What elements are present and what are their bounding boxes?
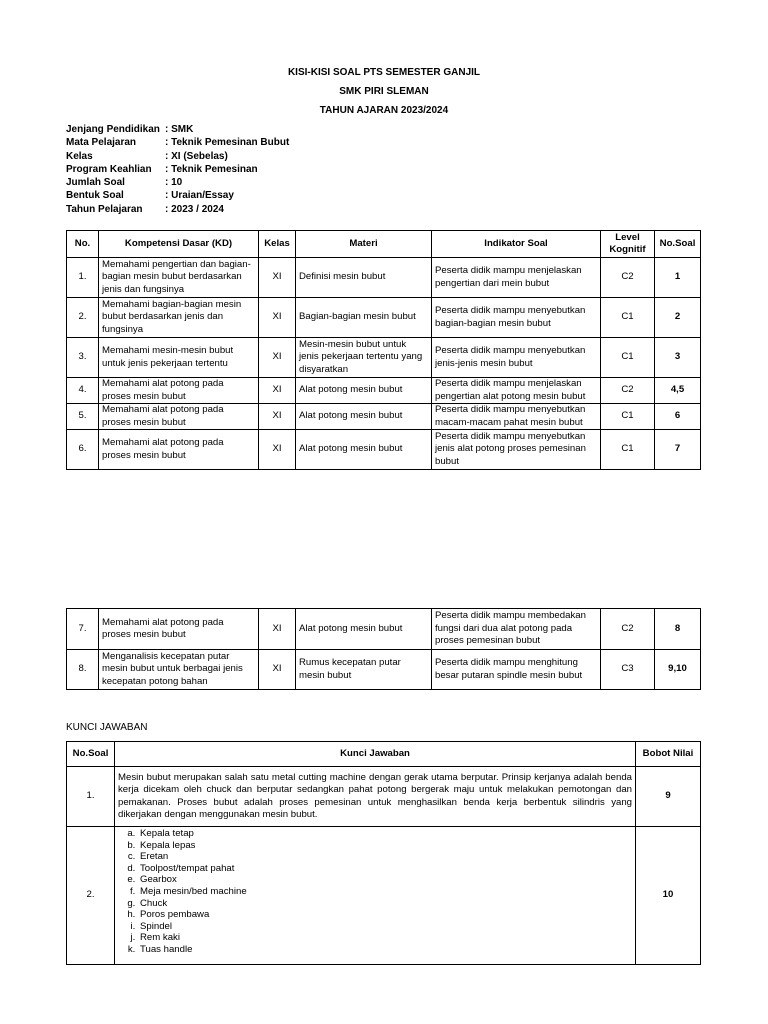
cell-kelas: XI	[259, 650, 296, 690]
list-item: h. Poros pembawa	[138, 909, 632, 921]
cell-kd: Memahami pengertian dan bagian-bagian mesin bubut berdasarkan jenis dan fungsinya	[99, 258, 259, 298]
cell-kd: Memahami alat potong pada proses mesin bubut	[99, 378, 259, 404]
cell-level: C2	[601, 378, 655, 404]
cell-no: 2.	[67, 298, 99, 338]
cell-no: 2.	[67, 827, 115, 965]
cell-level: C1	[601, 338, 655, 378]
table-header-row	[67, 231, 701, 258]
cell-materi: Alat potong mesin bubut	[296, 404, 432, 430]
cell-materi: Alat potong mesin bubut	[296, 378, 432, 404]
meta-value: : SMK	[165, 124, 194, 135]
cell-kelas: XI	[259, 258, 296, 298]
cell-level: C1	[601, 430, 655, 470]
meta-value: : Teknik Pemesinan Bubut	[165, 137, 290, 149]
header-indikator: Indikator Soal	[432, 231, 601, 258]
kunci-jawaban-title: KUNCI JAWABAN	[66, 722, 148, 733]
table-row	[67, 404, 701, 430]
cell-nosoal: 1	[655, 258, 701, 298]
cell-materi: Bagian-bagian mesin bubut	[296, 298, 432, 338]
meta-label: Kelas	[66, 150, 93, 162]
cell-indikator: Peserta didik mampu menyebutkan bagian-bagian mesin bubut	[432, 298, 601, 338]
header-kelas: Kelas	[259, 231, 296, 258]
cell-materi: Mesin-mesin bubut untuk jenis pekerjaan tertentu yang disyaratkan	[296, 338, 432, 378]
table-row	[67, 378, 701, 404]
meta-row	[66, 176, 289, 189]
cell-level: C2	[601, 609, 655, 650]
list-item: f. Meja mesin/bed machine	[138, 886, 632, 898]
list-item: d. Toolpost/tempat pahat	[138, 863, 632, 875]
cell-indikator: Peserta didik mampu menyebutkan jenis-jenis mesin bubut	[432, 338, 601, 378]
meta-label: Bentuk Soal	[66, 190, 124, 202]
cell-kd: Memahami alat potong pada proses mesin bubut	[99, 609, 259, 650]
cell-indikator: Peserta didik mampu menjelaskan pengertian dari mein bubut	[432, 258, 601, 298]
list-item: a. Kepala tetap	[138, 828, 632, 840]
cell-nosoal: 6	[655, 404, 701, 430]
cell-no: 4.	[67, 378, 99, 404]
cell-no: 6.	[67, 430, 99, 470]
cell-materi: Rumus kecepatan putar mesin bubut	[296, 650, 432, 690]
cell-indikator: Peserta didik mampu menyebutkan jenis alat potong proses pemesinan bubut	[432, 430, 601, 470]
cell-no: 1.	[67, 767, 115, 827]
header-level: Level Kognitif	[601, 231, 655, 258]
school-name: SMK PIRI SLEMAN	[339, 86, 429, 97]
cell-kd: Memahami mesin-mesin bubut untuk jenis pekerjaan tertentu	[99, 338, 259, 378]
cell-kd: Memahami alat potong pada proses mesin bubut	[99, 430, 259, 470]
cell-materi: Alat potong mesin bubut	[296, 609, 432, 650]
cell-no: 8.	[67, 650, 99, 690]
cell-kd: Memahami alat potong pada proses mesin bubut	[99, 404, 259, 430]
cell-nosoal: 3	[655, 338, 701, 378]
table-row	[67, 609, 701, 650]
list-item: i. Spindel	[138, 921, 632, 933]
cell-kelas: XI	[259, 378, 296, 404]
header-kd: Kompetensi Dasar (KD)	[99, 231, 259, 258]
kunci-table	[66, 741, 701, 965]
cell-kelas: XI	[259, 609, 296, 650]
list-item: j. Rem kaki	[138, 932, 632, 944]
cell-nosoal: 9,10	[655, 650, 701, 690]
header-nosoal: No.Soal	[67, 742, 115, 767]
cell-indikator: Peserta didik mampu membedakan fungsi dari dua alat potong pada proses pemesinan bubut	[432, 609, 601, 650]
meta-label: Jumlah Soal	[66, 177, 125, 189]
kisi-table-continued	[66, 608, 701, 690]
table-row	[67, 430, 701, 470]
cell-kelas: XI	[259, 298, 296, 338]
cell-indikator: Peserta didik mampu menyebutkan macam-macam pahat mesin bubut	[432, 404, 601, 430]
cell-kd: Menganalisis kecepatan putar mesin bubut untuk berbagai jenis kecepatan potong bahan	[99, 650, 259, 690]
table-row	[67, 258, 701, 298]
cell-level: C3	[601, 650, 655, 690]
cell-no: 1.	[67, 258, 99, 298]
cell-answer-list	[115, 827, 636, 965]
cell-nosoal: 4,5	[655, 378, 701, 404]
meta-label: Tahun Pelajaran	[66, 203, 143, 215]
meta-value: : Teknik Pemesinan	[165, 163, 258, 175]
list-item: k. Tuas handle	[138, 944, 632, 956]
cell-kd: Memahami bagian-bagian mesin bubut berdasarkan jenis dan fungsinya	[99, 298, 259, 338]
cell-indikator: Peserta didik mampu menjelaskan pengertian alat potong mesin bubut	[432, 378, 601, 404]
meta-row	[66, 189, 289, 202]
cell-materi: Definisi mesin bubut	[296, 258, 432, 298]
header-nosoal: No.Soal	[655, 231, 701, 258]
meta-row	[66, 163, 289, 176]
meta-value: : 2023 / 2024	[165, 203, 224, 215]
header-bobot: Bobot Nilai	[636, 742, 701, 767]
cell-nosoal: 2	[655, 298, 701, 338]
meta-label: Mata Pelajaran	[66, 137, 137, 149]
cell-bobot: 9	[636, 767, 701, 827]
cell-level: C1	[601, 404, 655, 430]
academic-year: TAHUN AJARAN 2023/2024	[319, 105, 449, 116]
header-kunci: Kunci Jawaban	[115, 742, 636, 767]
meta-row	[66, 150, 289, 163]
list-item: b. Kepala lepas	[138, 840, 632, 852]
cell-kelas: XI	[259, 404, 296, 430]
list-item: g. Chuck	[138, 898, 632, 910]
meta-row	[66, 203, 289, 216]
meta-label: Jenjang Pendidikan	[66, 124, 160, 135]
kisi-table	[66, 230, 701, 470]
header-materi: Materi	[296, 231, 432, 258]
table-row	[67, 650, 701, 690]
cell-no: 3.	[67, 338, 99, 378]
meta-label: Program Keahlian	[66, 163, 152, 175]
list-item: e. Gearbox	[138, 874, 632, 886]
table-header-row	[67, 742, 701, 767]
cell-bobot: 10	[636, 827, 701, 965]
cell-kelas: XI	[259, 338, 296, 378]
list-item: c. Eretan	[138, 851, 632, 863]
cell-indikator: Peserta didik mampu menghitung besar putaran spindle mesin bubut	[432, 650, 601, 690]
cell-no: 7.	[67, 609, 99, 650]
meta-value: : XI (Sebelas)	[165, 150, 228, 162]
answer-list	[118, 828, 632, 956]
meta-row	[66, 136, 289, 149]
cell-no: 5.	[67, 404, 99, 430]
table-row	[67, 298, 701, 338]
table-row	[67, 827, 701, 965]
table-row	[67, 767, 701, 827]
cell-nosoal: 7	[655, 430, 701, 470]
meta-value: : Uraian/Essay	[165, 190, 234, 202]
meta-value: : 10	[165, 177, 183, 189]
header-no: No.	[67, 231, 99, 258]
meta-row	[66, 123, 289, 136]
cell-level: C1	[601, 298, 655, 338]
cell-answer: Mesin bubut merupakan salah satu metal cutting machine dengan gerak utama berputar. Prinsip kerjanya adalah benda kerja dicekam oleh chuck dan berputar sedangkan pahat potong bergerak maju untuk melakukan pemotongan dan pemakanan. Proses bubut adalah proses pemesinan untuk menghasilkan benda kerja berbentuk silindris yang dikerjakan dengan menggunakan mesin bubut.	[115, 767, 636, 827]
meta-block	[66, 123, 289, 216]
cell-level: C2	[601, 258, 655, 298]
cell-kelas: XI	[259, 430, 296, 470]
cell-nosoal: 8	[655, 609, 701, 650]
doc-title: KISI-KISI SOAL PTS SEMESTER GANJIL	[287, 67, 481, 78]
table-row	[67, 338, 701, 378]
cell-materi: Alat potong mesin bubut	[296, 430, 432, 470]
